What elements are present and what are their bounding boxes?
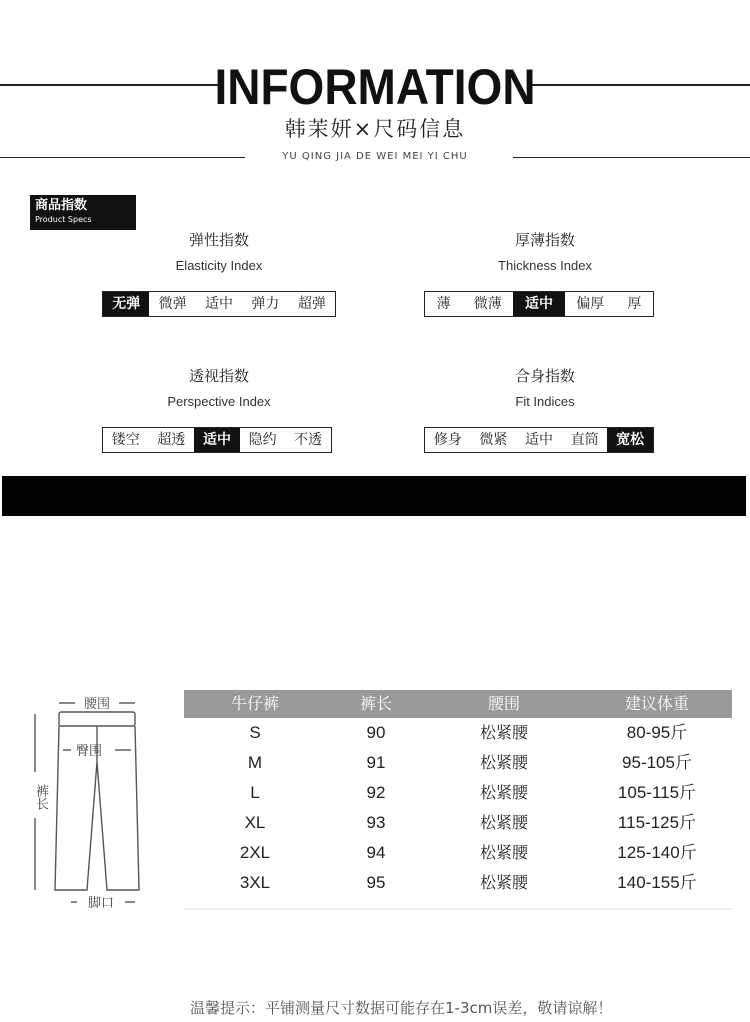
- perspective-option: 超透: [157, 432, 186, 448]
- weight-cell: 105-115斤: [617, 783, 697, 802]
- table-bottom-line: [184, 908, 732, 910]
- elasticity-title-en: Elasticity Index: [175, 258, 263, 273]
- waist-cell: 松紧腰: [479, 873, 528, 892]
- perspective-option: 隐约: [248, 432, 277, 448]
- diagram-hip-label: 臀围: [75, 744, 103, 759]
- thickness-option: 薄: [436, 296, 451, 312]
- fit-title: 合身指数: [514, 367, 575, 385]
- page-subtitle: 韩茉妍×尺码信息: [284, 117, 466, 141]
- diagram-length-label: [22, 784, 49, 810]
- length-cell: 90: [366, 723, 386, 742]
- elasticity-option: 超弹: [297, 296, 326, 312]
- thickness-option: 厚: [627, 296, 642, 312]
- fit-option: 直筒: [570, 432, 599, 448]
- weight-cell: 125-140斤: [617, 843, 697, 862]
- page-title: INFORMATION: [214, 59, 536, 115]
- table-row: [184, 778, 732, 808]
- fit-scale: [424, 427, 654, 453]
- thickness-scale: [424, 291, 654, 317]
- measurement-notice: 温馨提示：平铺测量尺寸数据可能存在1-3cm误差，敬请谅解！: [190, 999, 613, 1017]
- fit-option: 宽松: [607, 428, 653, 452]
- fit-title-en: Fit Indices: [515, 394, 575, 409]
- thickness-title: 厚薄指数: [514, 231, 575, 249]
- elasticity-option: 微弹: [158, 296, 187, 312]
- elasticity-title: 弹性指数: [188, 231, 249, 249]
- waist-cell: 松紧腰: [479, 753, 528, 772]
- weight-cell: 95-105斤: [622, 753, 692, 772]
- table-header-weight: 建议体重: [624, 694, 689, 713]
- section-divider-band: [2, 476, 746, 516]
- table-row: [184, 748, 732, 778]
- perspective-title-en: Perspective Index: [167, 394, 271, 409]
- table-header-jeans: 牛仔裤: [230, 694, 279, 713]
- table-row: [184, 838, 732, 868]
- size-table: [184, 690, 732, 898]
- length-cell: 94: [366, 843, 386, 862]
- thickness-option: 适中: [513, 292, 564, 316]
- thickness-title-en: Thickness Index: [498, 258, 592, 273]
- size-cell: M: [247, 753, 263, 772]
- elasticity-scale: [102, 291, 336, 317]
- weight-cell: 140-155斤: [617, 873, 697, 892]
- diagram-hem-label: 脚口: [87, 896, 115, 911]
- length-cell: 92: [366, 783, 386, 802]
- perspective-option: 不透: [294, 432, 323, 448]
- table-header-row: [184, 690, 732, 718]
- elasticity-option: 无弹: [103, 292, 149, 316]
- table-row: [184, 808, 732, 838]
- size-cell: 2XL: [239, 843, 271, 862]
- size-cell: S: [249, 723, 261, 742]
- fit-option: 适中: [524, 432, 553, 448]
- diagram-waist-label: 腰围: [83, 697, 111, 712]
- fit-index: [445, 365, 645, 409]
- elasticity-option: 弹力: [251, 296, 280, 312]
- fit-option: 微紧: [479, 432, 508, 448]
- table-header-length: 裤长: [359, 694, 392, 713]
- diagram-length-label-text: 裤长: [22, 784, 48, 799]
- table-header-waist: 腰围: [487, 694, 520, 713]
- pinyin-caption: YU QING JIA DE WEI MEI YI CHU: [282, 151, 468, 162]
- table-row: [184, 868, 732, 898]
- product-specs-badge: [30, 195, 136, 230]
- perspective-index: [119, 365, 319, 409]
- elasticity-index: [119, 229, 319, 273]
- waist-cell: 松紧腰: [479, 843, 528, 862]
- waist-cell: 松紧腰: [479, 783, 528, 802]
- thickness-option: 微薄: [473, 296, 502, 312]
- length-cell: 93: [366, 813, 386, 832]
- waist-cell: 松紧腰: [479, 723, 528, 742]
- waist-cell: 松紧腰: [479, 813, 528, 832]
- pants-waistband: [59, 712, 135, 726]
- table-row: [184, 718, 732, 748]
- elasticity-option: 适中: [205, 296, 234, 312]
- perspective-scale: [102, 427, 332, 453]
- weight-cell: 80-95斤: [626, 723, 688, 742]
- size-cell: 3XL: [239, 873, 271, 892]
- thickness-option: 偏厚: [576, 296, 605, 312]
- thickness-index: [445, 229, 645, 273]
- perspective-option: 适中: [194, 428, 240, 452]
- size-cell: L: [250, 783, 260, 802]
- length-cell: 91: [366, 753, 386, 772]
- pants-diagram: [15, 690, 165, 915]
- perspective-title: 透视指数: [188, 367, 249, 385]
- perspective-option: 镂空: [111, 432, 140, 448]
- product-specs-label-en: Product Specs: [35, 215, 92, 224]
- fit-option: 修身: [433, 432, 462, 448]
- size-cell: XL: [244, 813, 266, 832]
- length-cell: 95: [366, 873, 386, 892]
- weight-cell: 115-125斤: [617, 813, 697, 832]
- product-specs-label: 商品指数: [35, 198, 88, 213]
